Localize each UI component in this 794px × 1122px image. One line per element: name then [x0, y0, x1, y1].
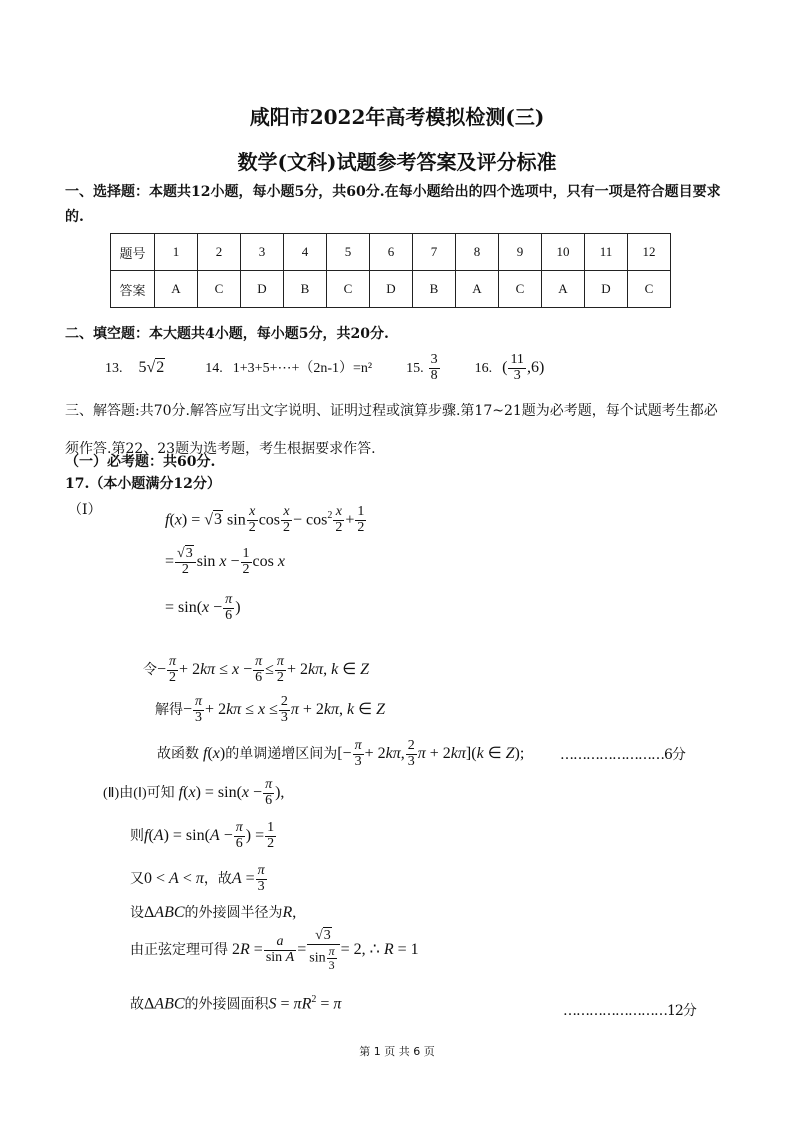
equation-1: f(x) = √3 sin $\frac{x}{2}$ cos $\frac{x}{2}$ − $\cos^2$ $\frac{x}{2}$ + $\frac{1}{2}$: [165, 504, 365, 536]
part-2-line-5: 由正弦定理可得 2R = $\frac{a}{\text{sin A}}$ = √3 sin $\frac{\pi}{3}$ = 2, ∴ R = 1: [130, 928, 419, 972]
guabc-text: 故: [130, 997, 144, 1013]
table-cell: D: [370, 271, 413, 308]
table-cell: 8: [456, 234, 499, 271]
question-number: 13.: [105, 361, 123, 376]
question-number: 16.: [474, 361, 493, 376]
answer-14: 1+3+5+⋯+（2n-1）=n²: [232, 361, 373, 376]
inequality-2: 解得− $\frac{\pi}{3}$ + 2kπ ≤ x ≤ $\frac{2}{3}$ π + 2kπ, k ∈ Z: [155, 694, 385, 725]
table-cell: B: [284, 271, 327, 308]
gu-text: ，故: [203, 872, 232, 887]
table-header-cell: 题号: [111, 234, 155, 271]
increasing-interval: 故函数 f(x)的单调递增区间为[− $\frac{\pi}{3}$ + 2kπ, $\frac{2}{3}$ π + 2kπ](k ∈ Z);: [157, 738, 525, 769]
dandiao-text: 的单调递增区间为: [225, 747, 338, 762]
section-2-heading: 二、填空题：本大题共4小题，每小题5分，共20分.: [65, 326, 389, 342]
score-6: ……………………6分: [560, 747, 685, 763]
table-row-numbers: [111, 234, 671, 271]
question-number: 15.: [406, 361, 424, 376]
ze-text: 则: [130, 829, 144, 844]
guhanshu-text: 故函数: [157, 747, 199, 762]
table-cell: 9: [499, 234, 542, 271]
you-text: 又: [130, 872, 144, 887]
answer-16-rest: ,6): [526, 359, 545, 376]
table-cell: C: [327, 271, 370, 308]
page-title: 咸阳市2022年高考模拟检测(三): [249, 105, 545, 129]
table-row-answers: [111, 271, 671, 308]
part-2-line-2: 则f(A) = sin(A − $\frac{\pi}{6}$ ) = $\frac{1}{2}$: [130, 820, 275, 851]
section-1-heading: 一、选择题：本题共12小题，每小题5分，共60分.在每小题给出的四个选项中，只有一项是符合题目要求的.: [65, 184, 721, 225]
table-cell: A: [542, 271, 585, 308]
radicand: 2: [156, 359, 165, 376]
table-cell: B: [413, 271, 456, 308]
table-header-cell: 答案: [111, 271, 155, 308]
answer-15: [429, 353, 440, 383]
jiede-text: 解得: [155, 703, 183, 718]
page-subtitle: 数学(文科)试题参考答案及评分标准: [237, 150, 557, 174]
table-cell: 6: [370, 234, 413, 271]
score-12: ……………………12分: [563, 1003, 696, 1019]
table-cell: D: [585, 271, 628, 308]
part-2-label: (Ⅱ)由(Ⅰ)可知: [103, 786, 175, 801]
table-cell: 11: [585, 234, 628, 271]
table-cell: A: [155, 271, 198, 308]
part-2-line-3: 又0 < A < π，故A = $\frac{\pi}{3}$: [130, 863, 265, 894]
table-cell: 1: [155, 234, 198, 271]
numerator: 3: [430, 352, 438, 368]
denominator: 3: [513, 367, 521, 383]
required-subheading: （一）必考题：共60分.: [65, 454, 216, 470]
table-cell: 10: [542, 234, 585, 271]
table-cell: 2: [198, 234, 241, 271]
table-cell: 4: [284, 234, 327, 271]
table-cell: C: [198, 271, 241, 308]
part-2-line-6: 故ΔABC的外接圆面积$S = \pi R^2 = \pi$: [130, 994, 342, 1013]
mianji-text: 的外接圆面积: [184, 997, 269, 1013]
table-cell: 12: [628, 234, 671, 271]
question-number: 14.: [205, 361, 223, 376]
table-cell: C: [628, 271, 671, 308]
table-cell: D: [241, 271, 284, 308]
table-cell: 5: [327, 234, 370, 271]
part-1-label: （Ⅰ）: [68, 502, 102, 518]
part-2-line-1: (Ⅱ)由(Ⅰ)可知 f(x) = sin(x − $\frac{\pi}{6}$ ),: [103, 777, 285, 808]
she-rest-text: 的外接圆半径为: [184, 906, 283, 921]
numerator: 11: [510, 352, 524, 368]
ling-text: 令: [143, 663, 157, 678]
part-2-line-4: 设ΔABC的外接圆半径为R,: [130, 904, 297, 921]
table-cell: 3: [241, 234, 284, 271]
denominator: 8: [430, 367, 438, 383]
fill-in-answers: [105, 348, 544, 388]
answer-16: ( $\frac{11}{3}$ ,6): [502, 352, 545, 383]
table-cell: 7: [413, 234, 456, 271]
equation-2: = $\frac{√3}{2}$ sin x − $\frac{1}{2}$ cos x: [165, 546, 285, 577]
page-footer: 第 1 页 共 6 页: [359, 1045, 435, 1058]
answer-table: [110, 233, 671, 308]
she-text: 设: [130, 906, 144, 921]
equation-3: = sin(x − $\frac{\pi}{6}$ ): [165, 592, 241, 623]
question-17-heading: 17.（本小题满分12分）: [65, 476, 221, 492]
coefficient: 5: [138, 359, 147, 376]
table-cell: C: [499, 271, 542, 308]
answer-13: 5√2: [138, 359, 165, 376]
table-cell: A: [456, 271, 499, 308]
zhengxian-text: 由正弦定理可得: [130, 943, 228, 958]
inequality-1: 令− $\frac{\pi}{2}$ + 2kπ ≤ x − $\frac{\pi}{6}$ ≤ $\frac{\pi}{2}$ + 2kπ, k ∈ Z: [143, 654, 370, 685]
section-3-heading: 三、解答题:共70分.解答应写出文字说明、证明过程或演算步骤.第17~21题为必考题，每个试题考生都必须作答.第22、23题为选考题，考生根据要求作答.: [65, 403, 718, 457]
